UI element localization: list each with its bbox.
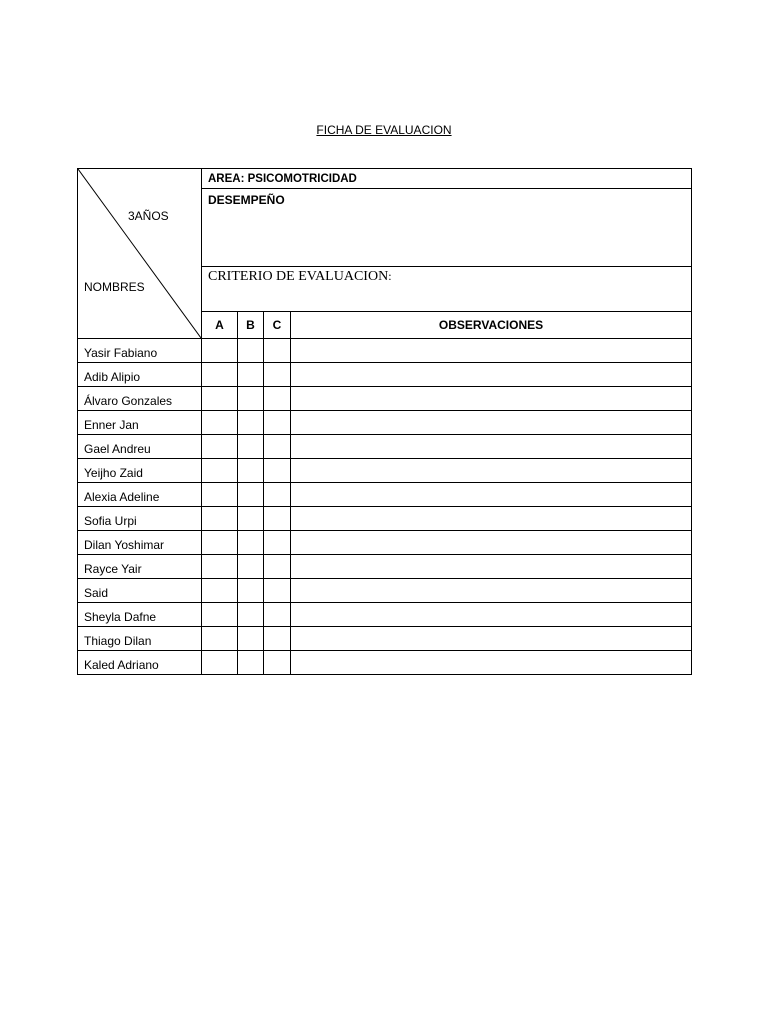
header-corner-cell: [78, 169, 202, 339]
observaciones-cell[interactable]: [291, 579, 692, 603]
table-row: [78, 435, 692, 459]
table-row: [78, 627, 692, 651]
observaciones-cell[interactable]: [291, 435, 692, 459]
table-row: [78, 603, 692, 627]
grade-b-cell[interactable]: [238, 627, 264, 651]
grade-a-cell[interactable]: [202, 435, 238, 459]
grade-c-cell[interactable]: [264, 387, 291, 411]
table-row: [78, 579, 692, 603]
student-name: Adib Alipio: [78, 363, 202, 387]
student-name: Sheyla Dafne: [78, 603, 202, 627]
grade-c-cell[interactable]: [264, 411, 291, 435]
grade-c-cell[interactable]: [264, 603, 291, 627]
grade-c-cell[interactable]: [264, 339, 291, 363]
grade-a-cell[interactable]: [202, 651, 238, 675]
grade-c-cell[interactable]: [264, 459, 291, 483]
student-name: Gael Andreu: [78, 435, 202, 459]
table-row: [78, 555, 692, 579]
observaciones-cell[interactable]: [291, 603, 692, 627]
grade-b-cell[interactable]: [238, 555, 264, 579]
student-name: Dilan Yoshimar: [78, 531, 202, 555]
table-row: [78, 387, 692, 411]
grade-b-cell[interactable]: [238, 435, 264, 459]
grade-b-cell[interactable]: [238, 387, 264, 411]
grade-c-cell[interactable]: [264, 555, 291, 579]
student-name: Thiago Dilan: [78, 627, 202, 651]
grade-a-cell[interactable]: [202, 483, 238, 507]
grade-a-cell[interactable]: [202, 579, 238, 603]
table-row: [78, 507, 692, 531]
grade-b-cell[interactable]: [238, 411, 264, 435]
grade-a-cell[interactable]: [202, 531, 238, 555]
grade-c-cell[interactable]: [264, 507, 291, 531]
student-name: Enner Jan: [78, 411, 202, 435]
criterio-label: CRITERIO DE EVALUACION: [208, 269, 389, 284]
table-row: [78, 363, 692, 387]
observaciones-cell[interactable]: [291, 507, 692, 531]
area-cell: AREA: PSICOMOTRICIDAD: [202, 169, 692, 189]
diagonal-divider: [78, 169, 201, 338]
grade-c-cell[interactable]: [264, 435, 291, 459]
student-name: Yeijho Zaid: [78, 459, 202, 483]
student-name: Álvaro Gonzales: [78, 387, 202, 411]
grade-b-cell[interactable]: [238, 531, 264, 555]
table-row: [78, 411, 692, 435]
grade-c-cell[interactable]: [264, 627, 291, 651]
grade-c-cell[interactable]: [264, 483, 291, 507]
grade-a-cell[interactable]: [202, 387, 238, 411]
grade-b-cell[interactable]: [238, 507, 264, 531]
grade-a-cell[interactable]: [202, 507, 238, 531]
age-group-label: 3AÑOS: [128, 209, 169, 223]
observaciones-cell[interactable]: [291, 627, 692, 651]
grade-a-cell[interactable]: [202, 411, 238, 435]
grade-c-cell[interactable]: [264, 363, 291, 387]
student-name: Kaled Adriano: [78, 651, 202, 675]
grade-a-cell[interactable]: [202, 363, 238, 387]
observaciones-cell[interactable]: [291, 387, 692, 411]
observaciones-cell[interactable]: [291, 531, 692, 555]
grade-c-cell[interactable]: [264, 651, 291, 675]
grade-b-cell[interactable]: [238, 363, 264, 387]
table-row: [78, 483, 692, 507]
evaluation-table: [77, 168, 692, 675]
table-row: [78, 459, 692, 483]
student-name: Yasir Fabiano: [78, 339, 202, 363]
table-row: [78, 651, 692, 675]
criterio-colon: :: [388, 269, 392, 283]
grade-b-cell[interactable]: [238, 483, 264, 507]
column-header-b: B: [238, 312, 264, 339]
student-name: Said: [78, 579, 202, 603]
grade-a-cell[interactable]: [202, 339, 238, 363]
student-name: Alexia Adeline: [78, 483, 202, 507]
observaciones-cell[interactable]: [291, 339, 692, 363]
table-row: [78, 339, 692, 363]
grade-b-cell[interactable]: [238, 603, 264, 627]
observaciones-cell[interactable]: [291, 459, 692, 483]
observaciones-cell[interactable]: [291, 363, 692, 387]
observaciones-cell[interactable]: [291, 555, 692, 579]
grade-a-cell[interactable]: [202, 459, 238, 483]
student-name: Rayce Yair: [78, 555, 202, 579]
grade-b-cell[interactable]: [238, 459, 264, 483]
criterio-cell: [202, 267, 692, 312]
grade-a-cell[interactable]: [202, 627, 238, 651]
desempeno-cell: DESEMPEÑO: [202, 189, 692, 267]
grade-a-cell[interactable]: [202, 555, 238, 579]
table-row: [78, 531, 692, 555]
observaciones-cell[interactable]: [291, 411, 692, 435]
observaciones-cell[interactable]: [291, 483, 692, 507]
student-name: Sofia Urpi: [78, 507, 202, 531]
grade-b-cell[interactable]: [238, 339, 264, 363]
grade-c-cell[interactable]: [264, 531, 291, 555]
document-title: FICHA DE EVALUACION: [316, 123, 452, 137]
grade-b-cell[interactable]: [238, 651, 264, 675]
observaciones-cell[interactable]: [291, 651, 692, 675]
column-header-c: C: [264, 312, 291, 339]
column-header-a: A: [202, 312, 238, 339]
names-column-label: NOMBRES: [84, 280, 145, 294]
grade-b-cell[interactable]: [238, 579, 264, 603]
column-header-observaciones: OBSERVACIONES: [291, 312, 692, 339]
grade-a-cell[interactable]: [202, 603, 238, 627]
grade-c-cell[interactable]: [264, 579, 291, 603]
